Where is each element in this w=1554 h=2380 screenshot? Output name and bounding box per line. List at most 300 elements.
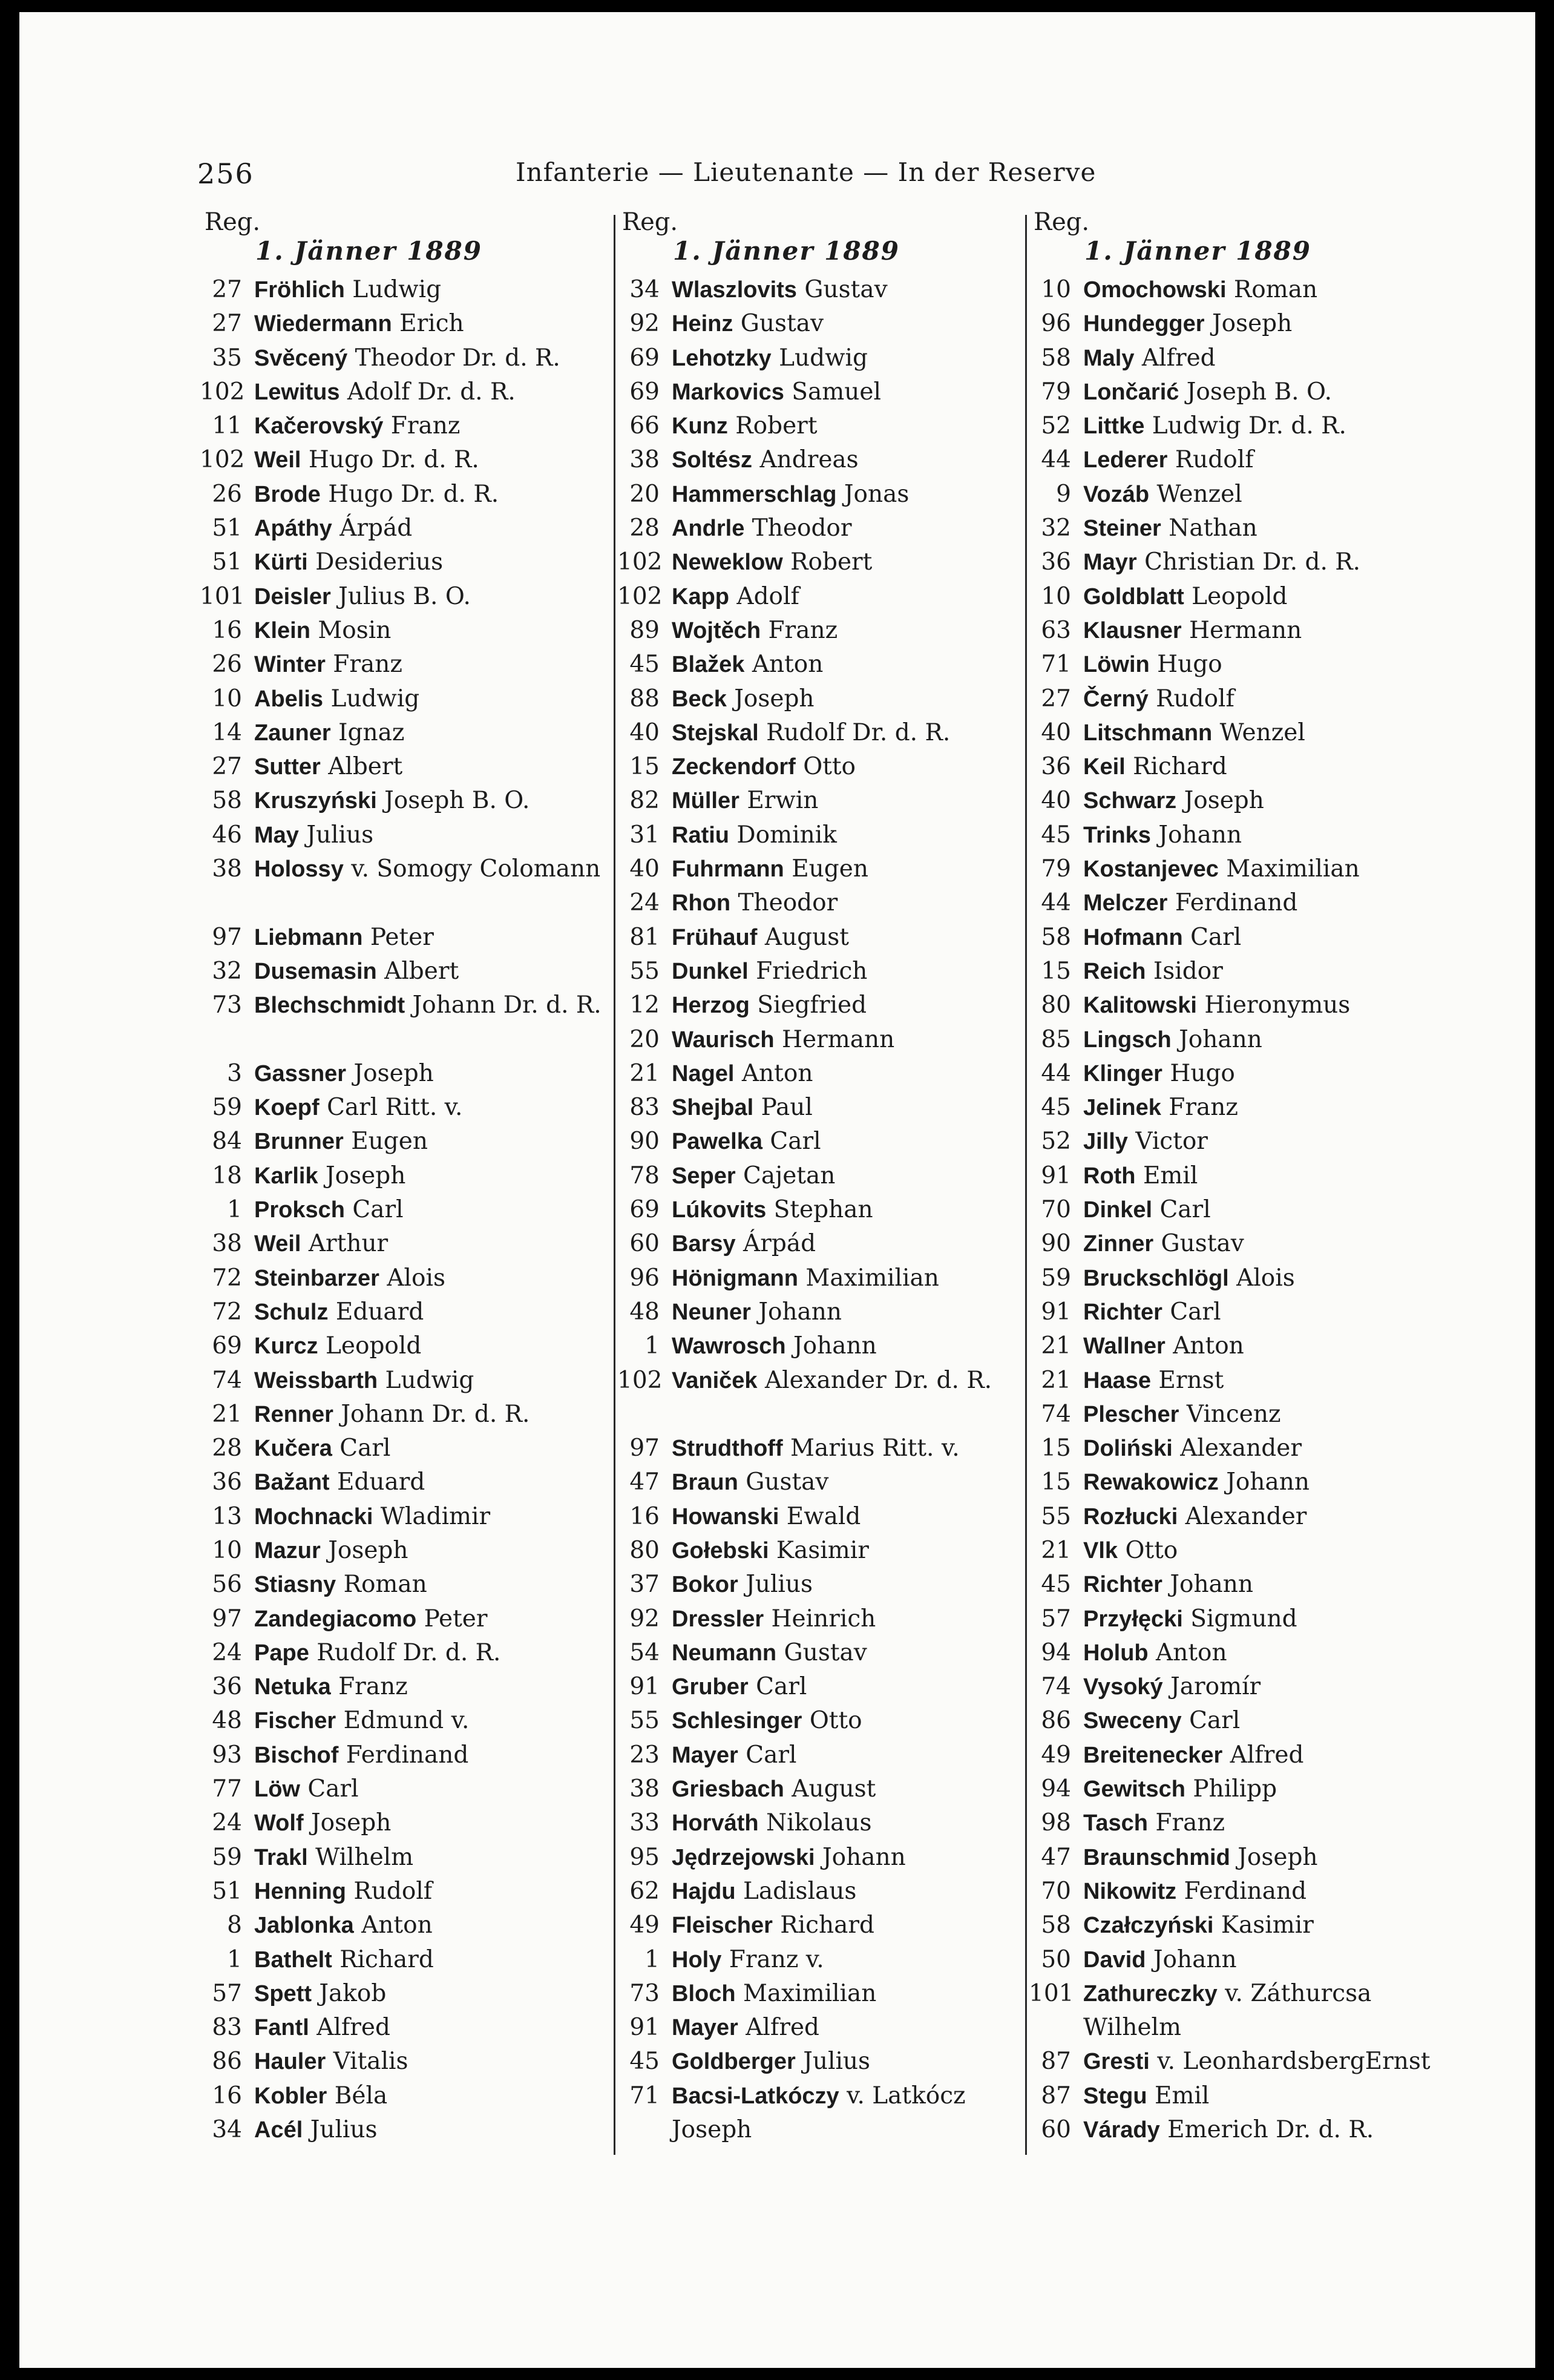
list-item xyxy=(200,1329,611,1363)
surname: Nagel xyxy=(672,1060,735,1086)
entry-text xyxy=(672,1772,876,1806)
regiment-number: 90 xyxy=(629,1128,660,1155)
surname: Trakl xyxy=(254,1844,308,1870)
book-page xyxy=(19,12,1535,2368)
list-item xyxy=(1029,580,1452,614)
entry-text xyxy=(254,341,560,375)
regiment-number: 59 xyxy=(212,1094,242,1122)
entry-text xyxy=(254,2011,390,2045)
surname: Lúkovits xyxy=(672,1197,767,1223)
entry-text xyxy=(672,375,881,409)
list-item xyxy=(617,2045,1023,2079)
regiment-number: 81 xyxy=(629,923,660,951)
given-name-and-title: Samuel xyxy=(792,378,881,406)
regiment-number: 91 xyxy=(1041,1162,1071,1189)
regiment-number: 69 xyxy=(629,1196,660,1224)
given-name-and-title: Rudolf Dr. d. R. xyxy=(766,718,951,746)
regiment-number: 20 xyxy=(629,1025,660,1053)
given-name-and-title: Andreas xyxy=(759,446,859,474)
entry-text xyxy=(1083,1159,1198,1193)
list-item xyxy=(200,1977,611,2011)
surname: Klausner xyxy=(1083,617,1182,643)
given-name-and-title: v. Somogy Colomann xyxy=(351,855,601,883)
list-item xyxy=(617,648,1023,682)
regiment-number: 70 xyxy=(1041,1196,1071,1224)
given-name-and-title: Ludwig xyxy=(385,1366,474,1394)
regiment-number: 1 xyxy=(227,1945,242,1973)
regiment-number: 93 xyxy=(212,1741,242,1769)
entry-text xyxy=(1083,273,1317,307)
entry-text xyxy=(672,1125,821,1159)
regiment-number: 18 xyxy=(212,1162,242,1189)
given-name-and-title: Nikolaus xyxy=(766,1809,872,1837)
regiment-number: 52 xyxy=(1041,412,1071,440)
entry-text xyxy=(1083,1227,1244,1261)
regiment-number: 10 xyxy=(212,1536,242,1564)
given-name-and-title: Ferdinand xyxy=(1184,1877,1307,1905)
entry-text xyxy=(254,614,391,648)
given-name-and-title: Gustav xyxy=(1161,1230,1244,1258)
regiment-number: 80 xyxy=(629,1536,660,1564)
list-item xyxy=(617,1534,1023,1568)
given-name-and-title: Leopold xyxy=(325,1332,422,1360)
regiment-number: 36 xyxy=(1041,753,1071,781)
list-item xyxy=(1029,886,1452,920)
list-item xyxy=(1029,750,1452,784)
list-item xyxy=(200,1500,611,1534)
surname: Lehotzky xyxy=(672,345,772,371)
regiment-number: 94 xyxy=(1041,1639,1071,1666)
given-name-and-title: Rudolf xyxy=(1156,685,1234,712)
given-name-and-title: v. Latkócz Joseph xyxy=(672,2082,966,2144)
entry-text xyxy=(672,1875,856,1908)
surname: Steiner xyxy=(1083,516,1161,542)
surname: Vozáb xyxy=(1083,481,1150,507)
regiment-number: 91 xyxy=(629,1673,660,1701)
surname: Litschmann xyxy=(1083,720,1213,746)
given-name-and-title: Ferdinand xyxy=(1175,889,1298,917)
surname: Henning xyxy=(254,1878,346,1904)
regiment-number: 90 xyxy=(1041,1230,1071,1258)
column-1 xyxy=(200,209,611,2147)
entry-text xyxy=(1083,614,1302,648)
given-name-and-title: Maximilian xyxy=(1226,855,1360,883)
given-name-and-title: Carl xyxy=(1170,1298,1221,1326)
regiment-number: 40 xyxy=(629,718,660,746)
entry-text xyxy=(672,1057,813,1091)
regiment-number: 16 xyxy=(629,1502,660,1530)
given-name-and-title: Carl xyxy=(339,1435,391,1462)
surname: Fröhlich xyxy=(254,277,345,303)
regiment-number: 102 xyxy=(617,548,663,576)
entry-text xyxy=(672,443,859,477)
list-item xyxy=(617,341,1023,375)
surname: Zauner xyxy=(254,720,331,746)
entry-text xyxy=(672,1943,824,1977)
list-item xyxy=(1029,375,1452,409)
surname: Przyłęcki xyxy=(1083,1606,1183,1632)
entry-text xyxy=(254,1091,462,1125)
surname: Kurcz xyxy=(254,1333,318,1359)
given-name-and-title: Johann xyxy=(793,1332,877,1360)
entry-text xyxy=(1083,580,1288,614)
surname: Lederer xyxy=(1083,447,1168,473)
given-name-and-title: Wladimir xyxy=(380,1502,491,1530)
given-name-and-title: August xyxy=(764,923,849,951)
entry-text xyxy=(254,1057,434,1091)
surname: Stegu xyxy=(1083,2083,1147,2109)
surname: Griesbach xyxy=(672,1777,784,1803)
list-item xyxy=(200,1704,611,1738)
list-item xyxy=(617,852,1023,886)
entry-list xyxy=(617,273,1023,2147)
list-item xyxy=(617,784,1023,818)
surname: Melczer xyxy=(1083,890,1168,916)
given-name-and-title: Heinrich xyxy=(771,1605,876,1632)
list-item xyxy=(1029,648,1452,682)
list-item xyxy=(200,1091,611,1125)
regiment-number: 79 xyxy=(1041,855,1071,883)
list-item xyxy=(200,307,611,341)
surname: Weil xyxy=(254,1231,301,1257)
surname: Kačerovský xyxy=(254,413,384,439)
entry-text xyxy=(254,818,373,852)
given-name-and-title: Anton xyxy=(752,651,824,679)
entry-text xyxy=(1083,307,1292,341)
given-name-and-title: Jonas xyxy=(844,480,910,508)
entry-text xyxy=(254,1125,428,1159)
regiment-number: 58 xyxy=(1041,1912,1071,1939)
regiment-number: 26 xyxy=(212,480,242,508)
list-item xyxy=(617,478,1023,511)
regiment-number: 15 xyxy=(629,753,660,781)
given-name-and-title: Philipp xyxy=(1193,1775,1277,1803)
surname: Waurisch xyxy=(672,1027,775,1053)
surname: Lončarić xyxy=(1083,379,1179,405)
entry-text xyxy=(254,716,404,750)
regiment-number: 31 xyxy=(629,821,660,849)
surname: Goldblatt xyxy=(1083,583,1184,610)
list-item xyxy=(1029,1398,1452,1432)
given-name-and-title: Robert xyxy=(735,412,818,440)
regiment-number: 74 xyxy=(1041,1673,1071,1701)
list-item xyxy=(1029,955,1452,988)
given-name-and-title: Johann xyxy=(758,1298,842,1326)
entry-text xyxy=(254,545,443,579)
regiment-number: 10 xyxy=(212,685,242,712)
list-item xyxy=(617,1704,1023,1738)
surname: Goldberger xyxy=(672,2049,796,2075)
list-item xyxy=(200,1398,611,1432)
given-name-and-title: Richard xyxy=(1133,753,1227,781)
entry-text xyxy=(1083,1670,1261,1704)
entry-text xyxy=(1083,443,1254,477)
given-name-and-title: Carl xyxy=(746,1741,797,1769)
list-item xyxy=(200,1602,611,1636)
list-item xyxy=(1029,852,1452,886)
entry-text xyxy=(672,273,888,307)
regiment-number: 10 xyxy=(1041,276,1071,303)
entry-text xyxy=(672,1977,876,2011)
surname: Andrle xyxy=(672,516,745,542)
list-item xyxy=(617,409,1023,443)
entry-list xyxy=(200,273,611,2147)
surname: Wawrosch xyxy=(672,1333,786,1359)
regiment-number: 95 xyxy=(629,1843,660,1871)
given-name-and-title: Isidor xyxy=(1153,957,1223,985)
regiment-number: 71 xyxy=(1041,651,1071,679)
given-name-and-title: Anton xyxy=(1173,1332,1244,1360)
regiment-number: 102 xyxy=(200,378,245,406)
list-item xyxy=(1029,1875,1452,1908)
list-item xyxy=(1029,545,1452,579)
given-name-and-title: Joseph B. O. xyxy=(1186,378,1333,406)
surname: Omochowski xyxy=(1083,277,1227,303)
regiment-number: 23 xyxy=(629,1741,660,1769)
entry-text xyxy=(254,511,412,545)
surname: Schlesinger xyxy=(672,1708,802,1734)
list-item xyxy=(1029,341,1452,375)
entry-text xyxy=(1083,409,1346,443)
entry-text xyxy=(1083,1772,1277,1806)
regiment-number: 60 xyxy=(629,1230,660,1258)
given-name-and-title: Alfred xyxy=(746,2014,820,2042)
entry-text xyxy=(672,1704,862,1738)
regiment-number: 59 xyxy=(1041,1264,1071,1292)
list-item xyxy=(617,988,1023,1022)
regiment-number: 83 xyxy=(212,2014,242,2042)
given-name-and-title: Alois xyxy=(387,1264,445,1292)
entry-text xyxy=(672,1091,813,1125)
regiment-number: 87 xyxy=(1041,2082,1071,2109)
regiment-number: 49 xyxy=(1041,1741,1071,1769)
surname: Nikowitz xyxy=(1083,1878,1177,1904)
surname: Kalitowski xyxy=(1083,993,1197,1019)
entry-text xyxy=(254,1432,390,1465)
entry-text xyxy=(254,1806,391,1840)
regiment-number: 82 xyxy=(629,787,660,815)
given-name-and-title: Albert xyxy=(328,753,403,781)
surname: Maly xyxy=(1083,345,1135,371)
list-item xyxy=(1029,511,1452,545)
given-name-and-title: Theodor xyxy=(752,514,852,542)
regiment-number: 45 xyxy=(629,651,660,679)
surname: Lingsch xyxy=(1083,1027,1172,1053)
given-name-and-title: Joseph xyxy=(1211,310,1293,338)
entry-text xyxy=(672,648,823,682)
list-item xyxy=(1029,1500,1452,1534)
surname: Holy xyxy=(672,1947,722,1973)
surname: Neuner xyxy=(672,1299,751,1325)
given-name-and-title: Ladislaus xyxy=(743,1877,857,1905)
given-name-and-title: Dominik xyxy=(736,821,837,849)
list-item xyxy=(617,1670,1023,1704)
regiment-number: 96 xyxy=(629,1264,660,1292)
entry-text xyxy=(254,375,516,409)
surname: Brode xyxy=(254,481,321,507)
list-item xyxy=(1029,682,1452,716)
list-item xyxy=(617,580,1023,614)
entry-text xyxy=(672,2045,870,2079)
surname: Gresti xyxy=(1083,2049,1150,2075)
surname: Abelis xyxy=(254,686,324,712)
given-name-and-title: Árpád xyxy=(743,1230,816,1258)
surname: Rhon xyxy=(672,890,731,916)
surname: Jelinek xyxy=(1083,1095,1161,1121)
given-name-and-title: Hugo Dr. d. R. xyxy=(328,480,499,508)
given-name-and-title: Mosin xyxy=(318,616,392,644)
list-item xyxy=(617,1602,1023,1636)
entry-text xyxy=(254,1875,432,1908)
list-item xyxy=(617,307,1023,341)
list-item xyxy=(617,1364,1023,1432)
entry-text xyxy=(1083,1023,1262,1057)
regiment-number: 36 xyxy=(212,1468,242,1496)
entry-text xyxy=(1083,784,1264,818)
list-item xyxy=(200,1636,611,1670)
list-item xyxy=(617,1908,1023,1942)
entry-text xyxy=(254,1772,359,1806)
given-name-and-title: Otto xyxy=(803,753,856,781)
list-item xyxy=(617,375,1023,409)
reg-label: Reg. xyxy=(205,208,261,236)
surname: Acél xyxy=(254,2117,303,2143)
surname: Markovics xyxy=(672,379,784,405)
list-item xyxy=(200,409,611,443)
given-name-and-title: August xyxy=(792,1775,876,1803)
entry-text xyxy=(254,273,441,307)
date-heading: 1. Jänner 1889 xyxy=(255,236,482,266)
list-item xyxy=(1029,1704,1452,1738)
surname: Barsy xyxy=(672,1231,736,1257)
entry-text xyxy=(1083,921,1241,955)
given-name-and-title: Peter xyxy=(370,923,434,951)
regiment-number: 71 xyxy=(629,2082,660,2109)
list-item xyxy=(200,1227,611,1261)
surname: Vysoký xyxy=(1083,1674,1163,1700)
surname: Haase xyxy=(1083,1367,1151,1393)
list-item xyxy=(617,750,1023,784)
list-item xyxy=(1029,921,1452,955)
regiment-number: 21 xyxy=(1041,1536,1071,1564)
given-name-and-title: Joseph xyxy=(326,1162,406,1189)
entry-text xyxy=(254,1841,413,1875)
surname: Weil xyxy=(254,447,301,473)
list-item xyxy=(617,2079,1023,2148)
regiment-number: 8 xyxy=(227,1912,242,1939)
list-item xyxy=(200,580,611,614)
regiment-number: 77 xyxy=(212,1775,242,1803)
regiment-number: 9 xyxy=(1056,480,1071,508)
regiment-number: 55 xyxy=(629,1707,660,1735)
entry-text xyxy=(672,784,818,818)
list-item xyxy=(200,1364,611,1398)
entry-text xyxy=(672,1908,874,1942)
list-item xyxy=(200,921,611,955)
regiment-number: 78 xyxy=(629,1162,660,1189)
entry-text xyxy=(672,1295,842,1329)
regiment-number: 21 xyxy=(212,1400,242,1428)
regiment-number: 24 xyxy=(629,889,660,917)
entry-text xyxy=(672,2079,1011,2148)
entry-text xyxy=(1083,1806,1225,1840)
column-2 xyxy=(617,209,1023,2147)
given-name-and-title: Anton xyxy=(741,1059,813,1087)
entry-text xyxy=(254,1738,468,1772)
regiment-number: 91 xyxy=(629,2014,660,2042)
surname: Wlaszlovits xyxy=(672,277,797,303)
regiment-number: 57 xyxy=(1041,1605,1071,1632)
list-item xyxy=(1029,784,1452,818)
given-name-and-title: Joseph xyxy=(1238,1843,1318,1871)
regiment-number: 33 xyxy=(629,1809,660,1837)
surname: Neweklow xyxy=(672,550,783,576)
entry-text xyxy=(1083,818,1242,852)
entry-text xyxy=(672,1636,867,1670)
list-item xyxy=(1029,614,1452,648)
list-item xyxy=(200,818,611,852)
given-name-and-title: Alexander xyxy=(1180,1435,1302,1462)
surname: Bloch xyxy=(672,1981,736,2007)
entry-text xyxy=(254,409,460,443)
given-name-and-title: Franz v. xyxy=(729,1945,824,1973)
entry-text xyxy=(254,2045,408,2079)
regiment-number: 20 xyxy=(629,480,660,508)
entry-text xyxy=(254,1977,386,2011)
entry-text xyxy=(1083,1738,1303,1772)
given-name-and-title: Carl xyxy=(770,1128,821,1155)
list-item xyxy=(200,2113,611,2147)
surname: Plescher xyxy=(1083,1401,1179,1427)
given-name-and-title: Carl xyxy=(1159,1196,1211,1224)
entry-text xyxy=(672,1432,960,1465)
list-item xyxy=(617,511,1023,545)
regiment-number: 83 xyxy=(629,1094,660,1122)
entry-text xyxy=(1083,1295,1221,1329)
list-item xyxy=(200,988,611,1057)
surname: Zeckendorf xyxy=(672,754,796,780)
entry-text xyxy=(672,1227,816,1261)
given-name-and-title: Edmund v. xyxy=(343,1707,470,1735)
entry-text xyxy=(672,955,867,988)
given-name-and-title: Nathan xyxy=(1169,514,1257,542)
given-name-and-title: Carl xyxy=(756,1673,807,1701)
entry-text xyxy=(1083,375,1332,409)
given-name-and-title: Gustav xyxy=(804,276,888,303)
entry-text xyxy=(672,988,867,1022)
given-name-and-title: Wenzel xyxy=(1219,718,1305,746)
entry-text xyxy=(1083,1636,1227,1670)
regiment-number: 15 xyxy=(1041,957,1071,985)
entry-text xyxy=(1083,1364,1224,1398)
surname: Roth xyxy=(1083,1163,1136,1189)
list-item xyxy=(200,1261,611,1295)
list-item xyxy=(1029,1908,1452,1942)
surname: Beck xyxy=(672,686,727,712)
given-name-and-title: Alfred xyxy=(316,2014,390,2042)
regiment-number: 36 xyxy=(212,1673,242,1701)
given-name-and-title: Franz xyxy=(768,616,838,644)
list-item xyxy=(1029,1670,1452,1704)
list-item xyxy=(617,716,1023,750)
entry-text xyxy=(672,1806,872,1840)
surname: Herzog xyxy=(672,993,750,1019)
list-item xyxy=(1029,1125,1452,1159)
list-item xyxy=(617,1977,1023,2011)
surname: Černý xyxy=(1083,686,1149,712)
given-name-and-title: Johann xyxy=(1153,1945,1237,1973)
given-name-and-title: Hugo xyxy=(1157,651,1222,679)
